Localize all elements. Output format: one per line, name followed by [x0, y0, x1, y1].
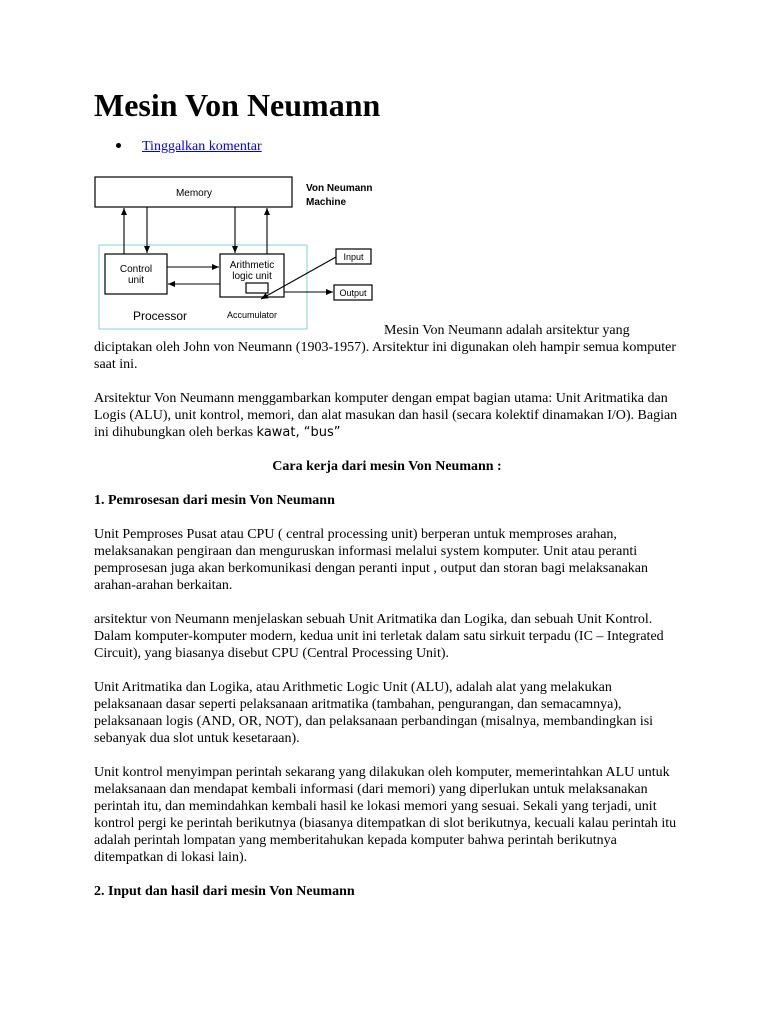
comment-list-item — [116, 138, 262, 156]
article-body — [94, 339, 680, 917]
von-neumann-diagram — [94, 173, 386, 335]
intro-paragraph: diciptakan oleh John von Neumann (1903-1957). Arsitektur ini digunakan oleh hampir semua komputer saat ini. — [94, 340, 677, 372]
cpu-paragraph: Unit Pemproses Pusat atau CPU ( central processing unit) berperan untuk memproses arahan, melaksanakan pengiraan dan menguruskan informasi melalui system komputer. Unit atau peranti pemprosesan juga akan berkomunikasi dengan peranti input , output dan storan bagi melaksanakan arahan-arahan berkaitan. — [94, 527, 649, 593]
alu-paragraph: Unit Aritmatika dan Logika, atau Arithmetic Logic Unit (ALU), adalah alat yang melakukan pelaksanaan dasar seperti pelaksanaan aritmatika (tambahan, pengurangan, dan semacamnya), pelaksanaan logis (AND, OR, NOT), dan pelaksanaan perbandingan (misalnya, membandingkan isi sebanyak dua slot untuk kesetaraan). — [94, 680, 654, 746]
page-title: Mesin Von Neumann — [94, 87, 381, 123]
section-heading: Cara kerja dari mesin Von Neumann : — [272, 459, 502, 474]
alu-label-line2: logic unit — [232, 271, 272, 282]
accumulator-register — [246, 283, 268, 293]
memory-label: Memory — [175, 188, 213, 199]
heading-input-output: 2. Input dan hasil dari mesin Von Neumann — [94, 884, 355, 899]
control-unit-label-line1: Control — [119, 264, 153, 275]
control-unit-label-line2: unit — [127, 275, 145, 286]
architecture-paragraph-main: Arsitektur Von Neumann menggambarkan komputer dengan empat bagian utama: Unit Aritmatika dan Logis (ALU), unit kontrol, memori, dan alat masukan dan hasil (secara kolektif dinamakan I/O). Bagian ini dihubungkan oleh berkas — [94, 391, 678, 440]
output-label: Output — [339, 288, 367, 298]
architecture-paragraph-tail: kawat, “bus” — [256, 425, 341, 440]
von-neumann-units-paragraph: arsitektur von Neumann menjelaskan sebuah Unit Aritmatika dan Logika, dan sebuah Unit Kontrol. Dalam komputer-komputer modern, kedua unit ini terletak dalam satu sirkuit terpadu (IC – Integrated Circuit), yang biasanya disebut CPU (Central Processing Unit). — [94, 612, 664, 661]
machine-label-line1: Von Neumann — [306, 183, 373, 194]
processor-label: Processor — [132, 309, 188, 323]
accumulator-label: Accumulator — [226, 310, 278, 320]
intro-text-start: Mesin Von Neumann adalah arsitektur yang — [384, 323, 630, 338]
alu-label-line1: Arithmetic — [229, 260, 275, 271]
input-label: Input — [343, 252, 364, 262]
machine-label-line2: Machine — [306, 197, 347, 208]
architecture-paragraph — [94, 390, 680, 441]
heading-processing: 1. Pemrosesan dari mesin Von Neumann — [94, 493, 335, 508]
bullet-icon — [116, 143, 121, 148]
control-unit-paragraph: Unit kontrol menyimpan perintah sekarang yang dilakukan oleh komputer, memerintahkan ALU untuk melaksanaan dan mendapat kembali informasi (dari memori) yang diperlukan untuk melaksanakan perintah itu, dan memindahkan kembali hasil ke lokasi memori yang sesuai. Sekali yang terjadi, unit kontrol pergi ke perintah berikutnya (biasanya ditempatkan di slot berikutnya, kecuali kalau perintah itu adalah perintah lompatan yang memberitahukan kepada komputer bahwa perintah berikutnya ditempatkan di lokasi lain). — [94, 765, 677, 865]
document-page — [94, 82, 680, 899]
leave-comment-link[interactable]: Tinggalkan komentar — [142, 139, 262, 154]
